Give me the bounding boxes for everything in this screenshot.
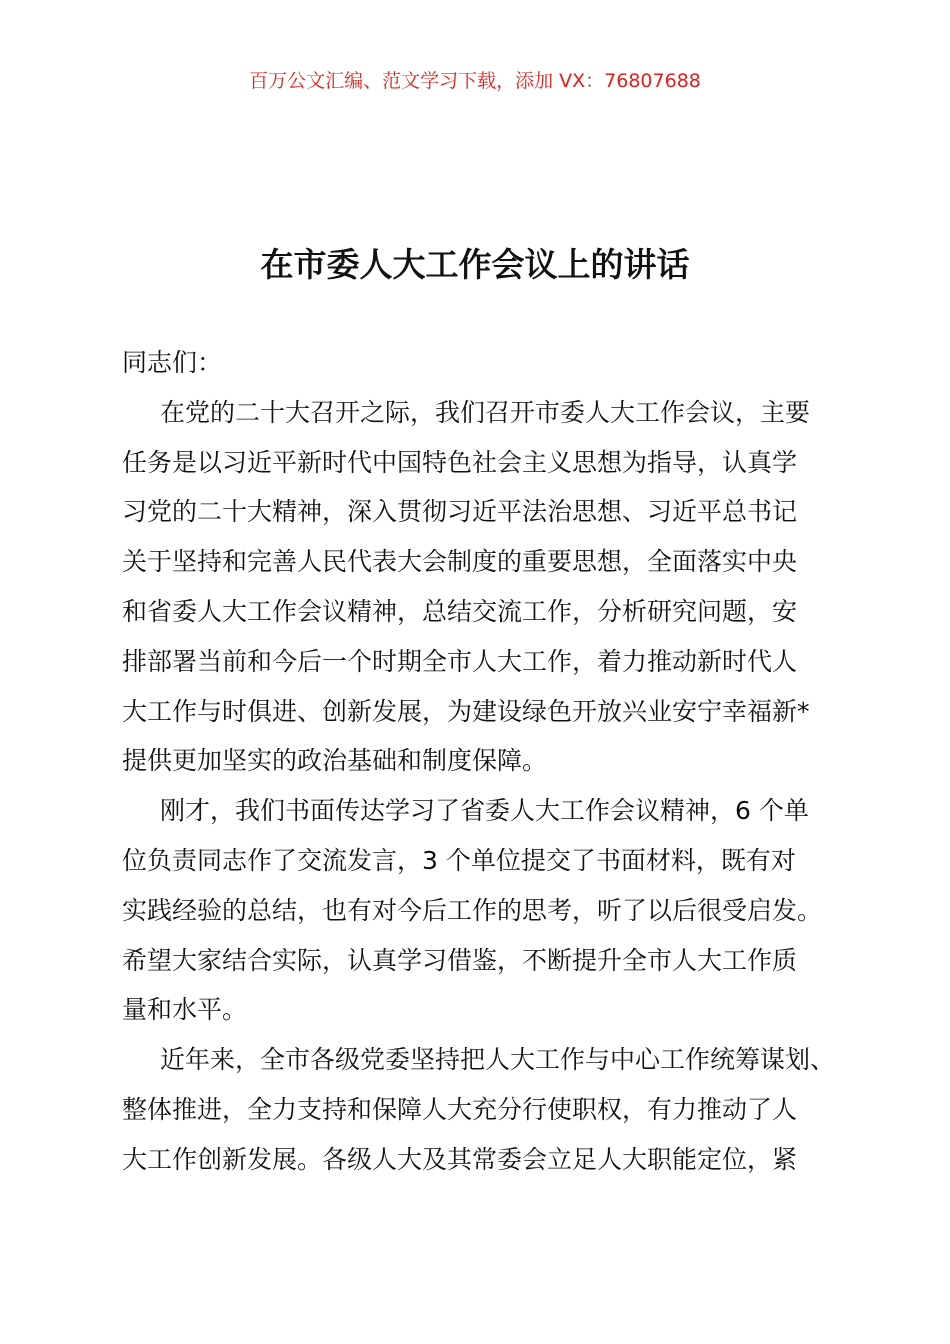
greeting: 同志们： [122, 348, 223, 377]
paragraph-line: 排部署当前和今后一个时期全市人大工作，着力推动新时代人 [122, 646, 798, 676]
watermark-header: 百万公文汇编、范文学习下载，添加 VX：76807688 [249, 70, 701, 92]
paragraph-line: 关于坚持和完善人民代表大会制度的重要思想，全面落实中央 [122, 547, 798, 577]
paragraph-line: 大工作创新发展。各级人大及其常委会立足人大职能定位，紧 [122, 1144, 798, 1174]
paragraph-line: 大工作与时俱进、创新发展，为建设绿色开放兴业安宁幸福新* [122, 696, 810, 726]
paragraph-line: 实践经验的总结，也有对今后工作的思考，听了以后很受启发。 [122, 895, 823, 925]
document-title: 在市委人大工作会议上的讲话 [260, 245, 690, 284]
paragraph-line: 刚才，我们书面传达学习了省委人大工作会议精神，6 个单 [160, 796, 809, 826]
paragraph [122, 1035, 842, 1184]
paragraph [122, 388, 842, 786]
paragraph-line: 整体推进，全力支持和保障人大充分行使职权，有力推动了人 [122, 1094, 798, 1124]
paragraph-line: 位负责同志作了交流发言，3 个单位提交了书面材料，既有对 [122, 845, 796, 875]
paragraph [122, 786, 842, 1035]
paragraph-line: 近年来，全市各级党委坚持把人大工作与中心工作统筹谋划、 [160, 1045, 836, 1075]
paragraph-line: 量和水平。 [122, 995, 248, 1025]
paragraph-line: 在党的二十大召开之际，我们召开市委人大工作会议，主要 [160, 397, 811, 427]
paragraph-line: 习党的二十大精神，深入贯彻习近平法治思想、习近平总书记 [122, 497, 798, 527]
paragraphs [122, 388, 842, 1185]
paragraph-line: 和省委人大工作会议精神，总结交流工作，分析研究问题，安 [122, 596, 798, 626]
paragraph-line: 任务是以习近平新时代中国特色社会主义思想为指导，认真学 [122, 447, 798, 477]
document-body [122, 338, 842, 1185]
paragraph-line: 希望大家结合实际，认真学习借鉴，不断提升全市人大工作质 [122, 945, 798, 975]
paragraph-line: 提供更加坚实的政治基础和制度保障。 [122, 746, 548, 776]
